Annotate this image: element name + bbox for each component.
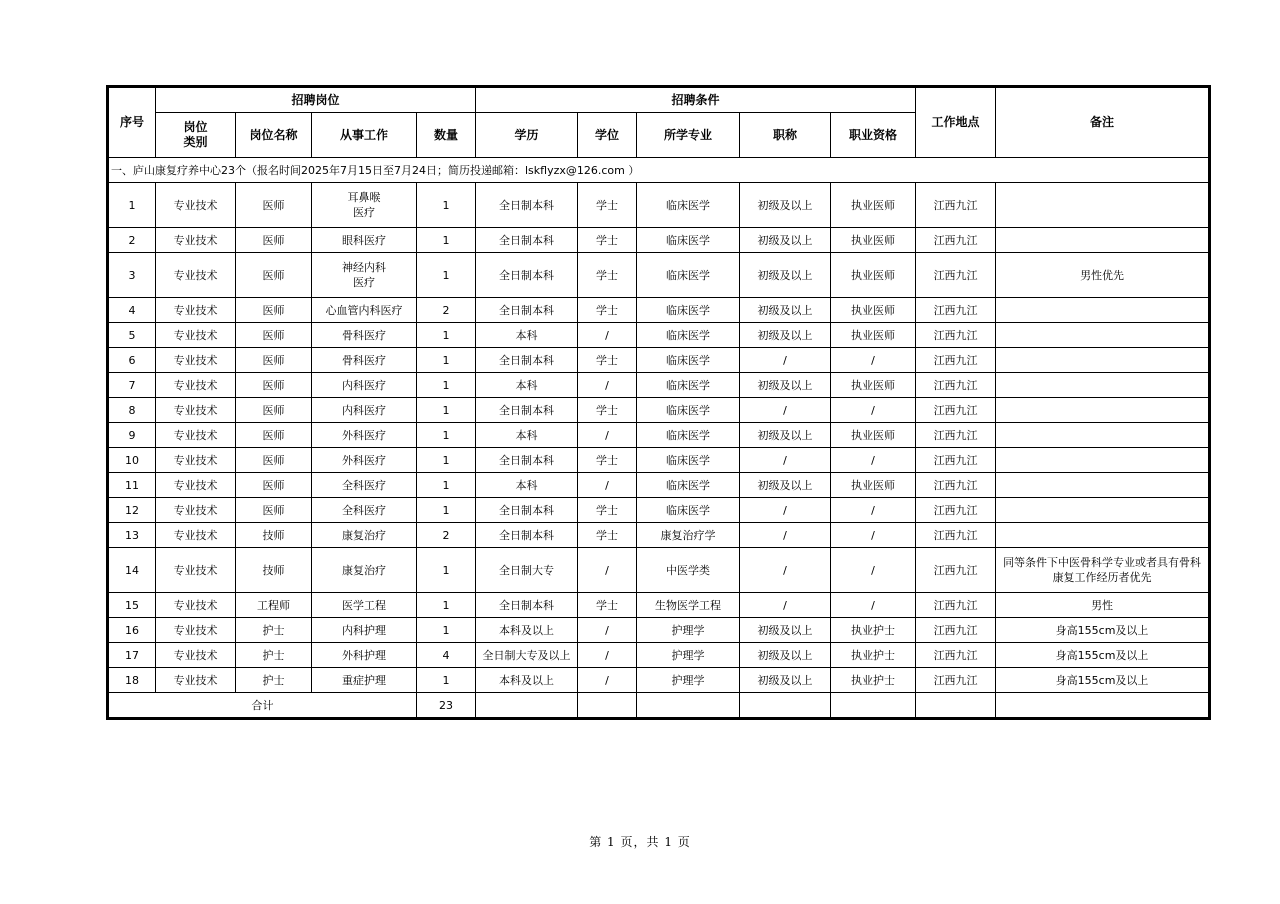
cell-title: 初级及以上 [740, 618, 831, 643]
cell-qualification: 执业医师 [831, 298, 916, 323]
cell-work-content [312, 593, 417, 618]
cell-major: 生物医学工程 [637, 593, 740, 618]
cell-work-line1: 内科医疗 [342, 403, 386, 417]
cell-quantity: 2 [417, 523, 476, 548]
cell-seq: 4 [108, 298, 156, 323]
cell-degree: / [578, 423, 637, 448]
cell-qualification: 执业医师 [831, 473, 916, 498]
cell-work-content [312, 473, 417, 498]
table-row [108, 373, 1210, 398]
cell-location: 江西九江 [916, 523, 996, 548]
total-empty-cell [637, 693, 740, 719]
cell-location: 江西九江 [916, 183, 996, 228]
cell-work-line2: 医疗 [353, 276, 375, 289]
cell-qualification: / [831, 448, 916, 473]
cell-major: 护理学 [637, 668, 740, 693]
header-position-name: 岗位名称 [236, 113, 312, 158]
cell-title: / [740, 498, 831, 523]
cell-location: 江西九江 [916, 498, 996, 523]
cell-degree: 学士 [578, 498, 637, 523]
header-work-content: 从事工作 [312, 113, 417, 158]
cell-education: 全日制本科 [476, 298, 578, 323]
cell-remarks-line1: 身高155cm及以上 [1055, 673, 1149, 687]
cell-remarks [996, 373, 1210, 398]
cell-work-line1: 康复治疗 [342, 563, 386, 577]
cell-major: 临床医学 [637, 473, 740, 498]
recruitment-table [106, 85, 1211, 720]
cell-education: 全日制本科 [476, 398, 578, 423]
cell-quantity: 1 [417, 618, 476, 643]
table-row [108, 423, 1210, 448]
cell-remarks-line2: 康复工作经历者优先 [1052, 571, 1152, 584]
cell-remarks [996, 298, 1210, 323]
cell-remarks-line1: 同等条件下中医骨科学专业或者具有骨科 [1003, 556, 1202, 569]
cell-qualification: / [831, 398, 916, 423]
total-label: 合计 [108, 693, 417, 719]
cell-location: 江西九江 [916, 423, 996, 448]
cell-work-line1: 医学工程 [342, 598, 386, 612]
cell-education: 全日制本科 [476, 183, 578, 228]
cell-category: 专业技术 [156, 548, 236, 593]
cell-work-line1: 骨科医疗 [342, 328, 386, 342]
cell-seq: 14 [108, 548, 156, 593]
cell-remarks [996, 473, 1210, 498]
table-row [108, 593, 1210, 618]
cell-quantity: 1 [417, 593, 476, 618]
cell-position: 技师 [236, 548, 312, 593]
cell-position: 医师 [236, 183, 312, 228]
cell-remarks [996, 398, 1210, 423]
cell-work-content [312, 448, 417, 473]
cell-degree: 学士 [578, 183, 637, 228]
cell-remarks [996, 183, 1210, 228]
cell-work-line1: 眼科医疗 [342, 233, 386, 247]
cell-category: 专业技术 [156, 183, 236, 228]
total-row [108, 693, 1210, 719]
cell-title: / [740, 523, 831, 548]
cell-seq: 8 [108, 398, 156, 423]
cell-location: 江西九江 [916, 643, 996, 668]
header-work-location: 工作地点 [916, 87, 996, 158]
cell-education: 全日制本科 [476, 228, 578, 253]
header-category-line2: 类别 [183, 135, 208, 149]
cell-qualification: / [831, 498, 916, 523]
cell-qualification: 执业医师 [831, 323, 916, 348]
cell-position: 护士 [236, 618, 312, 643]
cell-quantity: 1 [417, 668, 476, 693]
cell-work-line1: 外科护理 [342, 648, 386, 662]
cell-degree: 学士 [578, 448, 637, 473]
header-degree: 学位 [578, 113, 637, 158]
cell-quantity: 2 [417, 298, 476, 323]
cell-quantity: 1 [417, 448, 476, 473]
cell-location: 江西九江 [916, 348, 996, 373]
table-row [108, 473, 1210, 498]
cell-location: 江西九江 [916, 253, 996, 298]
cell-position: 医师 [236, 298, 312, 323]
cell-qualification: 执业护士 [831, 643, 916, 668]
cell-location: 江西九江 [916, 323, 996, 348]
table-row [108, 183, 1210, 228]
table-row [108, 618, 1210, 643]
table-row [108, 448, 1210, 473]
cell-work-line1: 康复治疗 [342, 528, 386, 542]
cell-title: 初级及以上 [740, 668, 831, 693]
cell-work-line1: 骨科医疗 [342, 353, 386, 367]
header-major: 所学专业 [637, 113, 740, 158]
cell-remarks [996, 448, 1210, 473]
cell-work-content [312, 298, 417, 323]
cell-seq: 9 [108, 423, 156, 448]
table-row [108, 228, 1210, 253]
cell-work-line1: 内科医疗 [342, 378, 386, 392]
cell-position: 护士 [236, 643, 312, 668]
cell-major: 临床医学 [637, 373, 740, 398]
cell-location: 江西九江 [916, 373, 996, 398]
cell-title: 初级及以上 [740, 323, 831, 348]
cell-category: 专业技术 [156, 643, 236, 668]
cell-quantity: 1 [417, 398, 476, 423]
cell-position: 医师 [236, 398, 312, 423]
cell-remarks [996, 323, 1210, 348]
cell-category: 专业技术 [156, 448, 236, 473]
cell-major: 护理学 [637, 643, 740, 668]
total-empty-cell [740, 693, 831, 719]
cell-qualification: 执业医师 [831, 183, 916, 228]
total-empty-cell [578, 693, 637, 719]
cell-degree: 学士 [578, 298, 637, 323]
total-empty-cell [831, 693, 916, 719]
cell-position: 医师 [236, 323, 312, 348]
table-row [108, 348, 1210, 373]
cell-remarks-line1: 男性 [1091, 598, 1114, 612]
header-education: 学历 [476, 113, 578, 158]
cell-category: 专业技术 [156, 498, 236, 523]
cell-remarks-line1: 身高155cm及以上 [1055, 623, 1149, 637]
table-row [108, 298, 1210, 323]
cell-education: 全日制大专 [476, 548, 578, 593]
cell-category: 专业技术 [156, 593, 236, 618]
cell-position: 医师 [236, 348, 312, 373]
cell-seq: 13 [108, 523, 156, 548]
cell-work-content [312, 523, 417, 548]
cell-remarks [996, 423, 1210, 448]
cell-education: 本科 [476, 373, 578, 398]
table-row [108, 668, 1210, 693]
cell-work-content [312, 253, 417, 298]
cell-work-content [312, 423, 417, 448]
cell-seq: 5 [108, 323, 156, 348]
cell-location: 江西九江 [916, 298, 996, 323]
cell-category: 专业技术 [156, 473, 236, 498]
cell-major: 临床医学 [637, 323, 740, 348]
cell-title: 初级及以上 [740, 183, 831, 228]
total-empty-cell [996, 693, 1210, 719]
cell-qualification: / [831, 593, 916, 618]
cell-work-content [312, 668, 417, 693]
cell-location: 江西九江 [916, 448, 996, 473]
header-category [156, 113, 236, 158]
cell-location: 江西九江 [916, 548, 996, 593]
header-quantity: 数量 [417, 113, 476, 158]
cell-degree: / [578, 643, 637, 668]
cell-category: 专业技术 [156, 423, 236, 448]
header-remarks: 备注 [996, 87, 1210, 158]
cell-work-content [312, 228, 417, 253]
section-title: 一、庐山康复疗养中心23个（报名时间2025年7月15日至7月24日；简历投递邮箱：lskflyzx@126.com ） [108, 158, 1210, 183]
cell-qualification: / [831, 548, 916, 593]
cell-position: 医师 [236, 373, 312, 398]
cell-degree: / [578, 668, 637, 693]
cell-quantity: 1 [417, 473, 476, 498]
cell-position: 医师 [236, 473, 312, 498]
cell-quantity: 4 [417, 643, 476, 668]
cell-quantity: 1 [417, 423, 476, 448]
cell-title: / [740, 593, 831, 618]
cell-qualification: / [831, 523, 916, 548]
cell-education: 全日制本科 [476, 348, 578, 373]
cell-work-line1: 耳鼻喉 [347, 191, 381, 204]
cell-seq: 7 [108, 373, 156, 398]
cell-location: 江西九江 [916, 473, 996, 498]
cell-major: 临床医学 [637, 423, 740, 448]
cell-category: 专业技术 [156, 323, 236, 348]
cell-title: 初级及以上 [740, 228, 831, 253]
cell-remarks [996, 523, 1210, 548]
cell-remarks [996, 593, 1210, 618]
cell-education: 全日制大专及以上 [476, 643, 578, 668]
cell-major: 临床医学 [637, 398, 740, 423]
cell-seq: 12 [108, 498, 156, 523]
cell-position: 护士 [236, 668, 312, 693]
cell-major: 临床医学 [637, 448, 740, 473]
table-row [108, 398, 1210, 423]
cell-quantity: 1 [417, 373, 476, 398]
cell-work-content [312, 618, 417, 643]
cell-title: / [740, 348, 831, 373]
cell-position: 技师 [236, 523, 312, 548]
cell-seq: 16 [108, 618, 156, 643]
header-qualification: 职业资格 [831, 113, 916, 158]
cell-degree: 学士 [578, 523, 637, 548]
section-row [108, 158, 1210, 183]
cell-work-line1: 重症护理 [342, 673, 386, 687]
cell-location: 江西九江 [916, 618, 996, 643]
cell-seq: 17 [108, 643, 156, 668]
cell-education: 全日制本科 [476, 593, 578, 618]
cell-work-content [312, 373, 417, 398]
cell-remarks [996, 498, 1210, 523]
total-empty-cell [916, 693, 996, 719]
table-row [108, 548, 1210, 593]
cell-degree: 学士 [578, 398, 637, 423]
cell-seq: 6 [108, 348, 156, 373]
cell-title: / [740, 548, 831, 593]
cell-work-content [312, 643, 417, 668]
cell-location: 江西九江 [916, 668, 996, 693]
cell-education: 本科及以上 [476, 668, 578, 693]
cell-qualification: 执业护士 [831, 668, 916, 693]
cell-education: 本科及以上 [476, 618, 578, 643]
cell-title: 初级及以上 [740, 423, 831, 448]
cell-education: 全日制本科 [476, 253, 578, 298]
cell-position: 医师 [236, 253, 312, 298]
cell-seq: 2 [108, 228, 156, 253]
cell-work-line1: 神经内科 [342, 261, 386, 274]
cell-major: 临床医学 [637, 228, 740, 253]
cell-remarks-line1: 身高155cm及以上 [1055, 648, 1149, 662]
cell-remarks [996, 228, 1210, 253]
cell-category: 专业技术 [156, 373, 236, 398]
cell-location: 江西九江 [916, 593, 996, 618]
cell-degree: 学士 [578, 593, 637, 618]
page-footer: 第 1 页，共 1 页 [589, 835, 691, 849]
cell-title: / [740, 398, 831, 423]
cell-location: 江西九江 [916, 398, 996, 423]
cell-work-content [312, 398, 417, 423]
header-category-line1: 岗位 [183, 120, 208, 134]
cell-work-line2: 医疗 [353, 206, 375, 219]
cell-education: 本科 [476, 423, 578, 448]
cell-degree: / [578, 618, 637, 643]
cell-qualification: 执业医师 [831, 373, 916, 398]
table-row [108, 323, 1210, 348]
cell-location: 江西九江 [916, 228, 996, 253]
cell-quantity: 1 [417, 348, 476, 373]
cell-major: 康复治疗学 [637, 523, 740, 548]
cell-seq: 15 [108, 593, 156, 618]
cell-seq: 10 [108, 448, 156, 473]
cell-category: 专业技术 [156, 618, 236, 643]
cell-work-line1: 全科医疗 [342, 478, 386, 492]
header-group-conditions: 招聘条件 [476, 87, 916, 113]
cell-position: 医师 [236, 228, 312, 253]
cell-major: 临床医学 [637, 253, 740, 298]
table-row [108, 498, 1210, 523]
cell-qualification: / [831, 348, 916, 373]
cell-major: 临床医学 [637, 498, 740, 523]
cell-title: 初级及以上 [740, 473, 831, 498]
cell-degree: / [578, 473, 637, 498]
cell-qualification: 执业护士 [831, 618, 916, 643]
cell-remarks [996, 348, 1210, 373]
cell-position: 医师 [236, 498, 312, 523]
cell-qualification: 执业医师 [831, 253, 916, 298]
cell-education: 全日制本科 [476, 523, 578, 548]
cell-degree: / [578, 548, 637, 593]
cell-position: 工程师 [236, 593, 312, 618]
cell-title: 初级及以上 [740, 643, 831, 668]
cell-work-content [312, 548, 417, 593]
header-title: 职称 [740, 113, 831, 158]
cell-qualification: 执业医师 [831, 228, 916, 253]
cell-work-line1: 全科医疗 [342, 503, 386, 517]
cell-work-line1: 外科医疗 [342, 428, 386, 442]
cell-work-content [312, 498, 417, 523]
cell-seq: 3 [108, 253, 156, 298]
cell-quantity: 1 [417, 228, 476, 253]
cell-education: 全日制本科 [476, 498, 578, 523]
cell-degree: 学士 [578, 348, 637, 373]
cell-major: 临床医学 [637, 348, 740, 373]
table-row [108, 253, 1210, 298]
cell-title: / [740, 448, 831, 473]
cell-quantity: 1 [417, 183, 476, 228]
cell-work-content [312, 348, 417, 373]
cell-category: 专业技术 [156, 298, 236, 323]
header-row-group [108, 87, 1210, 113]
cell-quantity: 1 [417, 548, 476, 593]
cell-education: 全日制本科 [476, 448, 578, 473]
cell-category: 专业技术 [156, 228, 236, 253]
cell-remarks [996, 548, 1210, 593]
cell-category: 专业技术 [156, 523, 236, 548]
cell-education: 本科 [476, 473, 578, 498]
cell-work-line1: 内科护理 [342, 623, 386, 637]
cell-remarks [996, 643, 1210, 668]
cell-position: 医师 [236, 423, 312, 448]
total-empty-cell [476, 693, 578, 719]
table-row [108, 523, 1210, 548]
cell-position: 医师 [236, 448, 312, 473]
cell-degree: / [578, 323, 637, 348]
table-row [108, 643, 1210, 668]
cell-qualification: 执业医师 [831, 423, 916, 448]
cell-category: 专业技术 [156, 348, 236, 373]
cell-title: 初级及以上 [740, 373, 831, 398]
cell-remarks [996, 253, 1210, 298]
cell-category: 专业技术 [156, 668, 236, 693]
cell-major: 临床医学 [637, 298, 740, 323]
cell-remarks [996, 668, 1210, 693]
cell-work-content [312, 183, 417, 228]
cell-remarks-line1: 男性优先 [1080, 268, 1125, 282]
cell-title: 初级及以上 [740, 298, 831, 323]
cell-title: 初级及以上 [740, 253, 831, 298]
cell-major: 中医学类 [637, 548, 740, 593]
header-seq: 序号 [108, 87, 156, 158]
cell-major: 临床医学 [637, 183, 740, 228]
cell-education: 本科 [476, 323, 578, 348]
cell-work-line1: 外科医疗 [342, 453, 386, 467]
cell-work-content [312, 323, 417, 348]
cell-degree: 学士 [578, 228, 637, 253]
total-value: 23 [417, 693, 476, 719]
cell-seq: 11 [108, 473, 156, 498]
cell-remarks [996, 618, 1210, 643]
cell-quantity: 1 [417, 253, 476, 298]
cell-quantity: 1 [417, 498, 476, 523]
cell-degree: / [578, 373, 637, 398]
cell-work-line1: 心血管内科医疗 [325, 303, 403, 317]
cell-seq: 1 [108, 183, 156, 228]
cell-quantity: 1 [417, 323, 476, 348]
cell-category: 专业技术 [156, 253, 236, 298]
cell-seq: 18 [108, 668, 156, 693]
cell-degree: 学士 [578, 253, 637, 298]
cell-category: 专业技术 [156, 398, 236, 423]
header-group-position: 招聘岗位 [156, 87, 476, 113]
cell-major: 护理学 [637, 618, 740, 643]
